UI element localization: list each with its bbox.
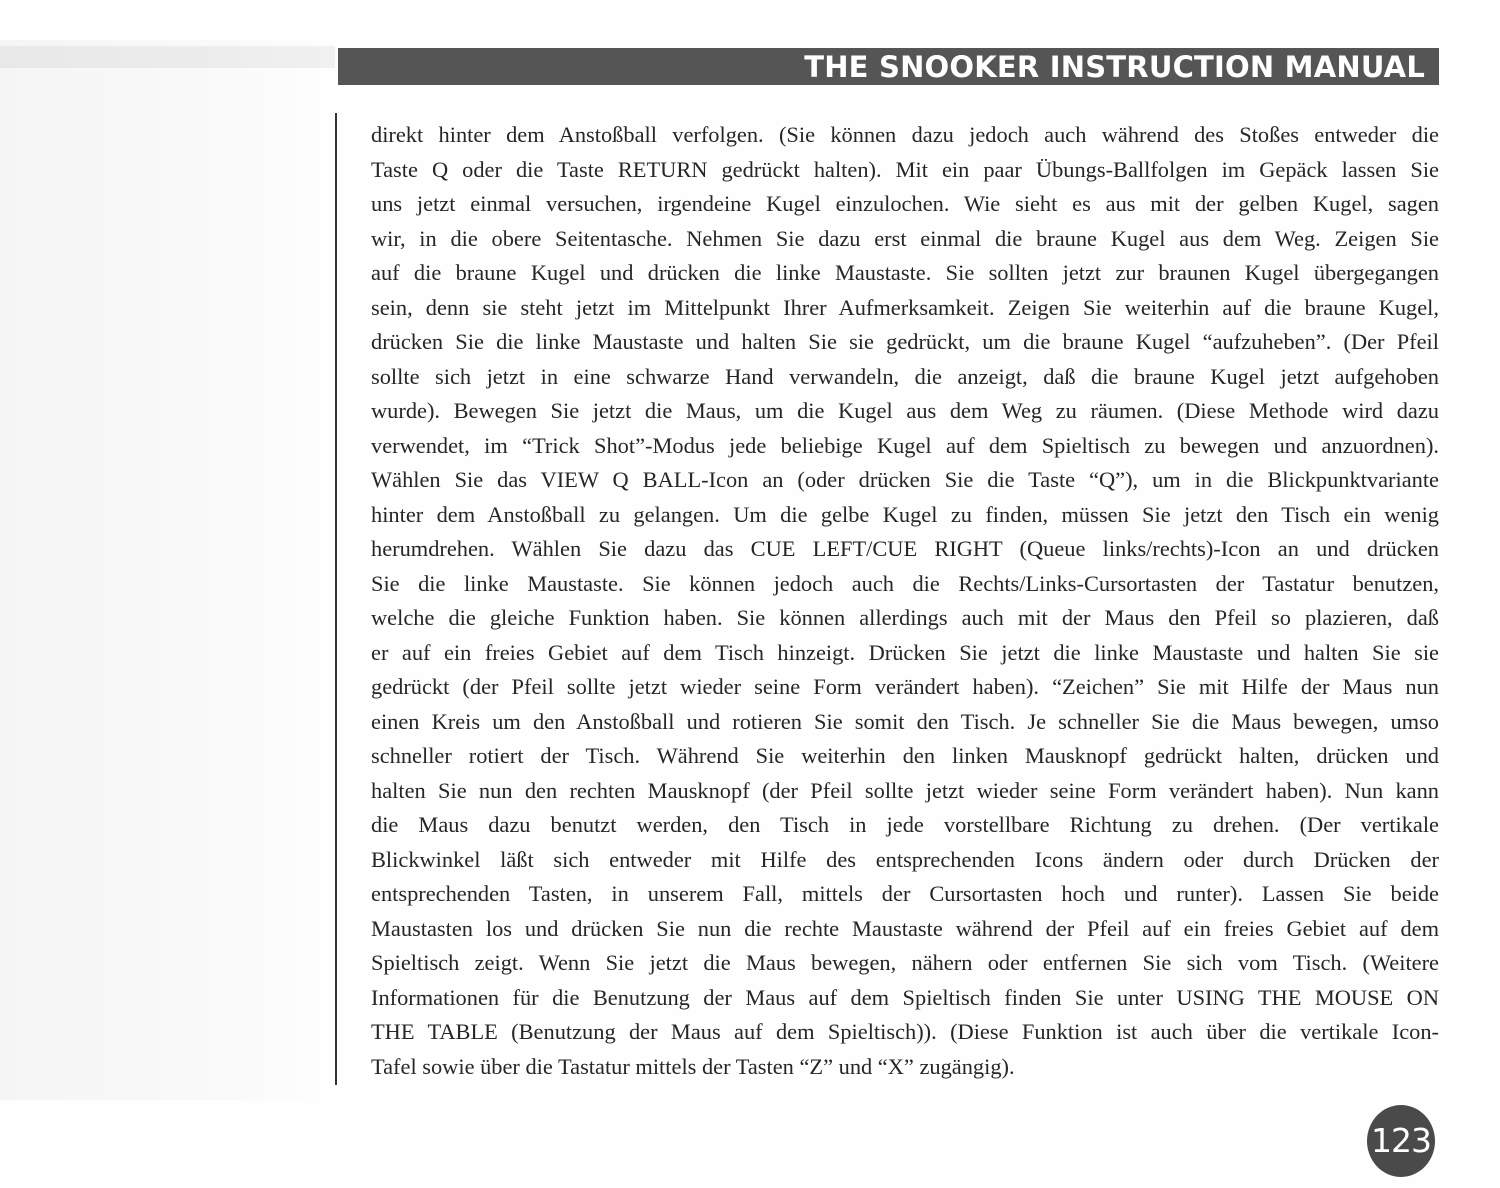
- text-line: Blickwinkel läßt sich entweder mit Hilfe des entsprechenden Icons ändern oder durch Drücken der: [371, 846, 1439, 872]
- text-line: wir, in die obere Seitentasche. Nehmen Sie dazu erst einmal die braune Kugel aus dem Weg. Zeigen Sie: [371, 225, 1439, 251]
- text-line: Taste Q oder die Taste RETURN gedrückt halten). Mit ein paar Übungs-Ballfolgen im Gepäck lassen Sie: [371, 156, 1439, 182]
- text-line: sein, denn sie steht jetzt im Mittelpunkt Ihrer Aufmerksamkeit. Zeigen Sie weiterhin auf die braune Kugel,: [371, 294, 1439, 320]
- text-line: Sie die linke Maustaste. Sie können jedoch auch die Rechts/Links-Cursortasten der Tastatur benutzen,: [371, 570, 1439, 596]
- text-line: Spieltisch zeigt. Wenn Sie jetzt die Maus bewegen, nähern oder entfernen Sie sich vom Tisch. (Weitere: [371, 950, 1439, 975]
- text-line: sollte sich jetzt in eine schwarze Hand verwandeln, die anzeigt, daß die braune Kugel jetzt aufgehoben: [371, 363, 1439, 389]
- text-line: Wählen Sie das VIEW Q BALL-Icon an (oder drücken Sie die Taste “Q”), um in die Blickpunktvariante: [371, 467, 1439, 492]
- text-line: Maustasten los und drücken Sie nun die rechte Maustaste während der Pfeil auf ein freies Gebiet auf dem: [371, 915, 1439, 941]
- text-line: einen Kreis um den Anstoßball und rotieren Sie somit den Tisch. Je schneller Sie die Maus bewegen, umso: [371, 708, 1439, 734]
- text-line: wurde). Bewegen Sie jetzt die Maus, um die Kugel aus dem Weg zu räumen. (Diese Methode wird dazu: [371, 398, 1439, 423]
- text-line: auf die braune Kugel und drücken die linke Maustaste. Sie sollten jetzt zur braunen Kugel übergegangen: [371, 260, 1439, 285]
- text-line: herumdrehen. Wählen Sie dazu das CUE LEFT/CUE RIGHT (Queue links/rechts)-Icon an und drücken: [371, 536, 1439, 561]
- text-line: entsprechenden Tasten, in unserem Fall, mittels der Cursortasten hoch und runter). Lassen Sie beide: [371, 881, 1439, 906]
- header-bar: [338, 48, 1439, 85]
- page-number-badge: 123: [1367, 1105, 1435, 1177]
- page-header-title: THE SNOOKER INSTRUCTION MANUAL: [804, 50, 1425, 84]
- text-line: hinter dem Anstoßball zu gelangen. Um die gelbe Kugel zu finden, müssen Sie jetzt den Tisch ein wenig: [371, 501, 1439, 527]
- facing-page-bleed-through: [0, 40, 335, 1100]
- text-line: drücken Sie die linke Maustaste und halten Sie sie gedrückt, um die braune Kugel “aufzuheben”. (Der Pfeil: [371, 329, 1439, 354]
- text-line: welche die gleiche Funktion haben. Sie können allerdings auch mit der Maus den Pfeil so plazieren, daß: [371, 605, 1439, 630]
- body-text: [371, 118, 1439, 1084]
- text-line: Informationen für die Benutzung der Maus auf dem Spieltisch finden Sie unter USING THE MOUSE ON: [371, 984, 1439, 1010]
- text-line: er auf ein freies Gebiet auf dem Tisch hinzeigt. Drücken Sie jetzt die linke Maustaste und halten Sie sie: [371, 639, 1439, 665]
- text-line: direkt hinter dem Anstoßball verfolgen. (Sie können dazu jedoch auch während des Stoßes entweder die: [371, 122, 1439, 147]
- text-line: schneller rotiert der Tisch. Während Sie weiterhin den linken Mausknopf gedrückt halten, drücken und: [371, 743, 1439, 768]
- facing-page-header-ghost: [0, 46, 335, 68]
- text-line: uns jetzt einmal versuchen, irgendeine Kugel einzulochen. Wie sieht es aus mit der gelben Kugel, sagen: [371, 191, 1439, 216]
- margin-rule: [335, 113, 337, 1085]
- text-line: THE TABLE (Benutzung der Maus auf dem Spieltisch)). (Diese Funktion ist auch über die vertikale Icon-: [371, 1019, 1439, 1044]
- text-line-last: Tafel sowie über die Tastatur mittels der Tasten “Z” und “X” zugängig).: [371, 1053, 1015, 1079]
- text-line: gedrückt (der Pfeil sollte jetzt wieder seine Form verändert haben). “Zeichen” Sie mit Hilfe der Maus nun: [371, 674, 1439, 699]
- text-line: die Maus dazu benutzt werden, den Tisch in jede vorstellbare Richtung zu drehen. (Der vertikale: [371, 812, 1439, 837]
- text-line: verwendet, im “Trick Shot”-Modus jede beliebige Kugel auf dem Spieltisch zu bewegen und anzuordnen).: [371, 432, 1439, 458]
- text-line: halten Sie nun den rechten Mausknopf (der Pfeil sollte jetzt wieder seine Form verändert haben). Nun kann: [371, 777, 1439, 803]
